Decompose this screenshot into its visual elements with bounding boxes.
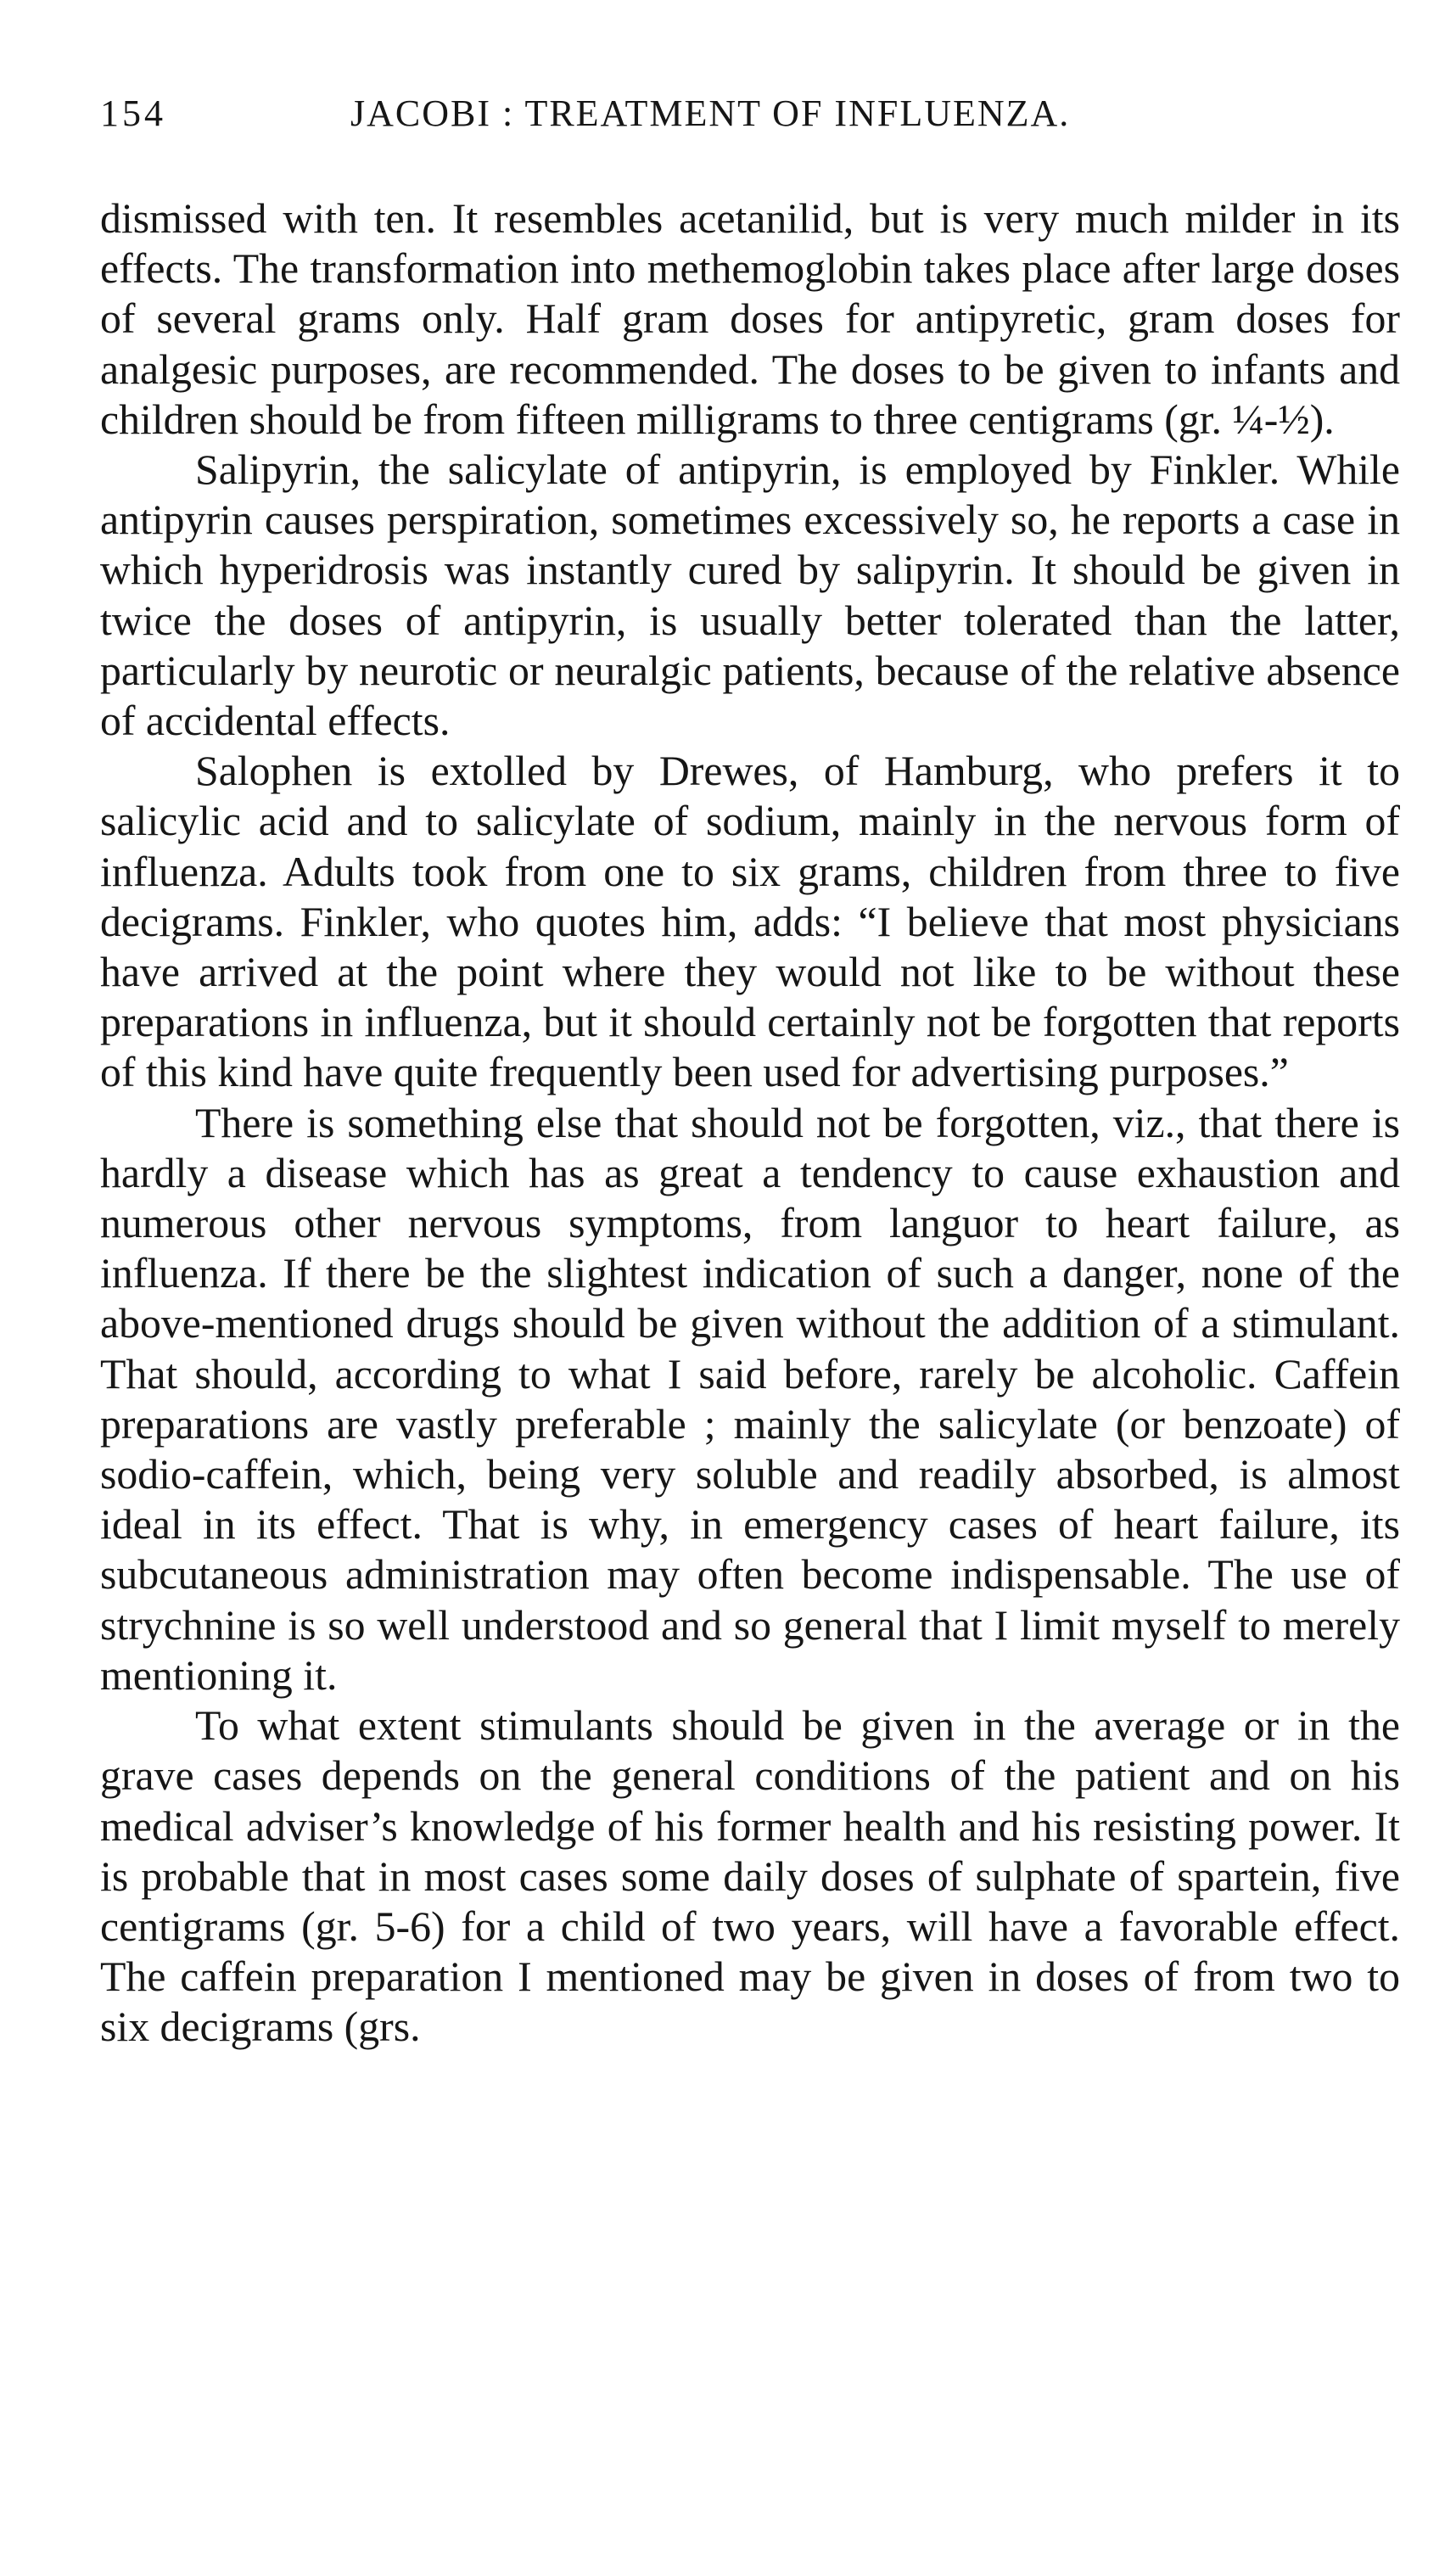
paragraph-salophen: Salophen is extolled by Drewes, of Hamburg, who prefers it to salicylic acid and to salicylate of sodium, mainly in the nervous form of influenza. Adults took from one to six grams, children from three to five decigrams. Finkler, who quotes him, adds: “I believe that most physicians have arrived at the point where they would not like to be without these preparations in influenza, but it should certainly not be forgotten that reports of this kind have quite frequently been used for advertising purposes.” (100, 748, 1400, 1096)
paragraph-stimulant-dosage: To what extent stimulants should be given in the average or in the grave cases depends on the general conditions of the patient and on his medical adviser’s knowledge of his former health and his resisting power. It is probable that in most cases some daily doses of sulphate of spartein, five centigrams (gr. 5-6) for a child of two years, will have a favorable effect. The caffein preparation I mentioned may be given in doses of from two to six decigrams (grs. (100, 1702, 1400, 2051)
page-number: 154 (100, 92, 166, 134)
paragraph-stimulant-warning: There is something else that should not be forgotten, viz., that there is hardly a disease which has as great a tendency to cause exhaustion and numerous other nervous symptoms, from languor to heart failure, as influenza. If there be the slightest indication of such a danger, none of the above-mentioned drugs should be given without the addition of a stimulant. That should, according to what I said before, rarely be alcoholic. Caffein preparations are vastly preferable ; mainly the salicylate (or benzoate) of sodio-caffein, which, being very soluble and readily absorbed, is almost ideal in its effect. That is why, in emergency cases of heart failure, its subcutaneous administration may often become indispensable. The use of strychnine is so well understood and so general that I limit myself to merely mentioning it. (100, 1099, 1400, 1699)
body-text (100, 193, 1400, 2053)
running-header (100, 81, 1400, 160)
running-title: JACOBI : TREATMENT OF INFLUENZA. (350, 92, 1071, 134)
document-page (100, 81, 1400, 2053)
paragraph-acetanilid-continuation: dismissed with ten. It resembles acetanilid, but is very much milder in its effects. The transformation into methemoglobin takes place after large doses of several grams only. Half gram doses for antipyretic, gram doses for analgesic purposes, are recommended. The doses to be given to infants and children should be from fifteen milligrams to three centigrams (gr. ¼-½). (100, 195, 1400, 443)
paragraph-salipyrin: Salipyrin, the salicylate of antipyrin, is employed by Finkler. While antipyrin causes perspiration, sometimes excessively so, he reports a case in which hyperidrosis was instantly cured by salipyrin. It should be given in twice the doses of antipyrin, is usually better tolerated than the latter, particularly by neurotic or neuralgic patients, because of the relative absence of accidental effects. (100, 446, 1400, 745)
